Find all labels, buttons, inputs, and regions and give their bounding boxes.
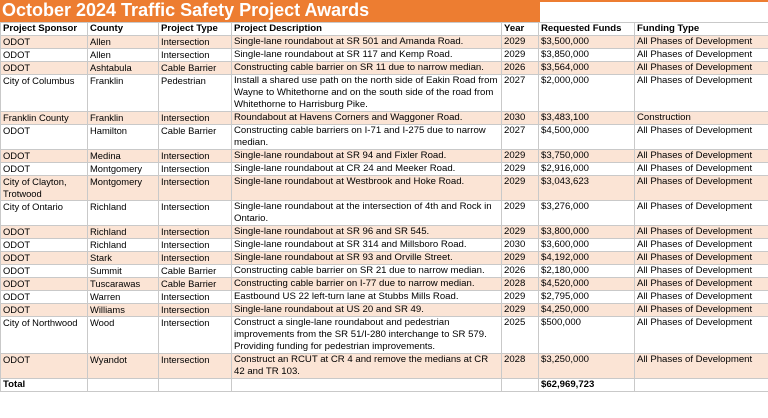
cell-sponsor: ODOT [1, 354, 88, 379]
cell-county: Warren [88, 291, 159, 304]
cell-county: Summit [88, 265, 159, 278]
cell-description: Construct a single-lane roundabout and pedestrian improvements from the SR 51/I-280 interchange to SR 579. Providing funding for pedestrian improvements. [232, 317, 502, 354]
table-row [1, 75, 768, 112]
cell-project-type: Intersection [159, 201, 232, 226]
cell-county: Medina [88, 150, 159, 163]
header-funding-type: Funding Type [635, 23, 768, 36]
cell-year: 2029 [502, 252, 539, 265]
cell-project-type: Intersection [159, 317, 232, 354]
cell-requested-funds: $3,600,000 [539, 239, 635, 252]
cell-year: 2029 [502, 291, 539, 304]
cell-description: Single-lane roundabout at SR 117 and Kemp Road. [232, 49, 502, 62]
table-row [1, 62, 768, 75]
table-row [1, 112, 768, 125]
cell-funding-type: Construction [635, 112, 768, 125]
cell-sponsor: ODOT [1, 125, 88, 150]
cell-requested-funds: $3,043,623 [539, 176, 635, 201]
cell-description: Single-lane roundabout at SR 93 and Orville Street. [232, 252, 502, 265]
table-row [1, 49, 768, 62]
cell-year: 2029 [502, 176, 539, 201]
cell-year: 2028 [502, 278, 539, 291]
cell-requested-funds: $2,180,000 [539, 265, 635, 278]
cell-county: Richland [88, 239, 159, 252]
cell-funding-type: All Phases of Development [635, 49, 768, 62]
cell-project-type: Cable Barrier [159, 278, 232, 291]
cell-year: 2025 [502, 317, 539, 354]
cell-funding-type: All Phases of Development [635, 226, 768, 239]
cell-requested-funds: $500,000 [539, 317, 635, 354]
cell-requested-funds: $2,000,000 [539, 75, 635, 112]
total-row [1, 379, 768, 392]
cell-funding-type: All Phases of Development [635, 317, 768, 354]
cell-county: Williams [88, 304, 159, 317]
header-sponsor: Project Sponsor [1, 23, 88, 36]
cell-sponsor: ODOT [1, 265, 88, 278]
cell-sponsor: ODOT [1, 239, 88, 252]
table-row [1, 201, 768, 226]
cell-project-type: Intersection [159, 354, 232, 379]
cell-project-type: Intersection [159, 226, 232, 239]
total-empty-cell [88, 379, 159, 392]
table-body [1, 36, 768, 379]
header-row [1, 23, 768, 36]
cell-year: 2026 [502, 265, 539, 278]
cell-project-type: Pedestrian [159, 75, 232, 112]
table-row [1, 150, 768, 163]
cell-year: 2029 [502, 201, 539, 226]
title-bar [0, 0, 768, 22]
cell-sponsor: City of Northwood [1, 317, 88, 354]
cell-year: 2029 [502, 36, 539, 49]
cell-sponsor: ODOT [1, 163, 88, 176]
cell-county: Allen [88, 36, 159, 49]
cell-funding-type: All Phases of Development [635, 239, 768, 252]
cell-requested-funds: $3,564,000 [539, 62, 635, 75]
total-empty-cell [502, 379, 539, 392]
cell-sponsor: City of Clayton, Trotwood [1, 176, 88, 201]
table-row [1, 36, 768, 49]
cell-description: Single-lane roundabout at Westbrook and Hoke Road. [232, 176, 502, 201]
cell-sponsor: ODOT [1, 226, 88, 239]
cell-sponsor: ODOT [1, 36, 88, 49]
cell-description: Single-lane roundabout at SR 94 and Fixler Road. [232, 150, 502, 163]
cell-requested-funds: $4,192,000 [539, 252, 635, 265]
total-empty-cell [635, 379, 768, 392]
cell-funding-type: All Phases of Development [635, 75, 768, 112]
cell-county: Montgomery [88, 176, 159, 201]
cell-funding-type: All Phases of Development [635, 201, 768, 226]
cell-description: Single-lane roundabout at SR 96 and SR 545. [232, 226, 502, 239]
cell-year: 2027 [502, 75, 539, 112]
cell-description: Constructing cable barrier on SR 11 due to narrow median. [232, 62, 502, 75]
table-row [1, 226, 768, 239]
cell-requested-funds: $4,500,000 [539, 125, 635, 150]
cell-funding-type: All Phases of Development [635, 354, 768, 379]
cell-year: 2027 [502, 125, 539, 150]
cell-county: Stark [88, 252, 159, 265]
cell-description: Single-lane roundabout at the intersection of 4th and Rock in Ontario. [232, 201, 502, 226]
cell-requested-funds: $3,250,000 [539, 354, 635, 379]
cell-funding-type: All Phases of Development [635, 62, 768, 75]
table-row [1, 176, 768, 201]
cell-description: Single-lane roundabout at CR 24 and Meeker Road. [232, 163, 502, 176]
total-empty-cell [159, 379, 232, 392]
cell-requested-funds: $3,483,100 [539, 112, 635, 125]
cell-project-type: Intersection [159, 112, 232, 125]
cell-funding-type: All Phases of Development [635, 176, 768, 201]
cell-county: Hamilton [88, 125, 159, 150]
cell-funding-type: All Phases of Development [635, 291, 768, 304]
cell-sponsor: ODOT [1, 49, 88, 62]
cell-year: 2026 [502, 62, 539, 75]
cell-sponsor: ODOT [1, 150, 88, 163]
awards-table [0, 22, 768, 392]
table-row [1, 317, 768, 354]
page-title: October 2024 Traffic Safety Project Awards [2, 0, 370, 20]
cell-funding-type: All Phases of Development [635, 304, 768, 317]
total-empty-cell [232, 379, 502, 392]
table-row [1, 291, 768, 304]
cell-year: 2028 [502, 354, 539, 379]
table-row [1, 354, 768, 379]
cell-description: Constructing cable barriers on I-71 and I-275 due to narrow median. [232, 125, 502, 150]
cell-county: Wood [88, 317, 159, 354]
cell-description: Single-lane roundabout at US 20 and SR 49. [232, 304, 502, 317]
cell-county: Ashtabula [88, 62, 159, 75]
cell-county: Richland [88, 226, 159, 239]
cell-description: Single-lane roundabout at SR 314 and Millsboro Road. [232, 239, 502, 252]
cell-project-type: Intersection [159, 291, 232, 304]
header-funds: Requested Funds [539, 23, 635, 36]
cell-project-type: Intersection [159, 176, 232, 201]
cell-sponsor: ODOT [1, 304, 88, 317]
table-row [1, 125, 768, 150]
cell-requested-funds: $3,500,000 [539, 36, 635, 49]
cell-funding-type: All Phases of Development [635, 125, 768, 150]
cell-year: 2029 [502, 49, 539, 62]
cell-requested-funds: $3,800,000 [539, 226, 635, 239]
cell-project-type: Intersection [159, 150, 232, 163]
cell-project-type: Cable Barrier [159, 62, 232, 75]
cell-funding-type: All Phases of Development [635, 265, 768, 278]
cell-project-type: Cable Barrier [159, 125, 232, 150]
cell-description: Roundabout at Havens Corners and Waggoner Road. [232, 112, 502, 125]
cell-requested-funds: $2,916,000 [539, 163, 635, 176]
cell-county: Montgomery [88, 163, 159, 176]
total-label: Total [1, 379, 88, 392]
cell-funding-type: All Phases of Development [635, 278, 768, 291]
table-row [1, 278, 768, 291]
cell-requested-funds: $2,795,000 [539, 291, 635, 304]
cell-requested-funds: $4,520,000 [539, 278, 635, 291]
cell-description: Constructing cable barrier on SR 21 due to narrow median. [232, 265, 502, 278]
cell-sponsor: ODOT [1, 278, 88, 291]
header-year: Year [502, 23, 539, 36]
cell-sponsor: City of Ontario [1, 201, 88, 226]
table-row [1, 304, 768, 317]
cell-county: Richland [88, 201, 159, 226]
cell-description: Single-lane roundabout at SR 501 and Amanda Road. [232, 36, 502, 49]
cell-sponsor: ODOT [1, 62, 88, 75]
table-row [1, 163, 768, 176]
cell-funding-type: All Phases of Development [635, 36, 768, 49]
table-row [1, 239, 768, 252]
header-county: County [88, 23, 159, 36]
table-row [1, 265, 768, 278]
cell-funding-type: All Phases of Development [635, 163, 768, 176]
cell-year: 2030 [502, 112, 539, 125]
cell-sponsor: Franklin County [1, 112, 88, 125]
cell-description: Install a shared use path on the north side of Eakin Road from Wayne to Whitethorne and on the south side of the road from Whitethorne to Harrisburg Pike. [232, 75, 502, 112]
cell-year: 2029 [502, 163, 539, 176]
cell-county: Allen [88, 49, 159, 62]
title-blank-cells [540, 2, 768, 22]
cell-requested-funds: $3,750,000 [539, 150, 635, 163]
header-type: Project Type [159, 23, 232, 36]
cell-project-type: Intersection [159, 49, 232, 62]
cell-county: Wyandot [88, 354, 159, 379]
cell-sponsor: ODOT [1, 252, 88, 265]
cell-county: Tuscarawas [88, 278, 159, 291]
cell-year: 2029 [502, 304, 539, 317]
cell-county: Franklin [88, 112, 159, 125]
cell-project-type: Intersection [159, 252, 232, 265]
cell-year: 2029 [502, 226, 539, 239]
cell-requested-funds: $4,250,000 [539, 304, 635, 317]
cell-description: Constructing cable barrier on I-77 due to narrow median. [232, 278, 502, 291]
cell-requested-funds: $3,276,000 [539, 201, 635, 226]
total-funds: $62,969,723 [539, 379, 635, 392]
cell-funding-type: All Phases of Development [635, 252, 768, 265]
cell-project-type: Intersection [159, 163, 232, 176]
cell-funding-type: All Phases of Development [635, 150, 768, 163]
cell-project-type: Intersection [159, 304, 232, 317]
cell-description: Eastbound US 22 left-turn lane at Stubbs Mills Road. [232, 291, 502, 304]
table-row [1, 252, 768, 265]
cell-project-type: Intersection [159, 239, 232, 252]
cell-project-type: Intersection [159, 36, 232, 49]
cell-description: Construct an RCUT at CR 4 and remove the medians at CR 42 and TR 103. [232, 354, 502, 379]
cell-requested-funds: $3,850,000 [539, 49, 635, 62]
cell-sponsor: ODOT [1, 291, 88, 304]
header-description: Project Description [232, 23, 502, 36]
cell-sponsor: City of Columbus [1, 75, 88, 112]
cell-year: 2030 [502, 239, 539, 252]
cell-county: Franklin [88, 75, 159, 112]
cell-year: 2029 [502, 150, 539, 163]
cell-project-type: Cable Barrier [159, 265, 232, 278]
